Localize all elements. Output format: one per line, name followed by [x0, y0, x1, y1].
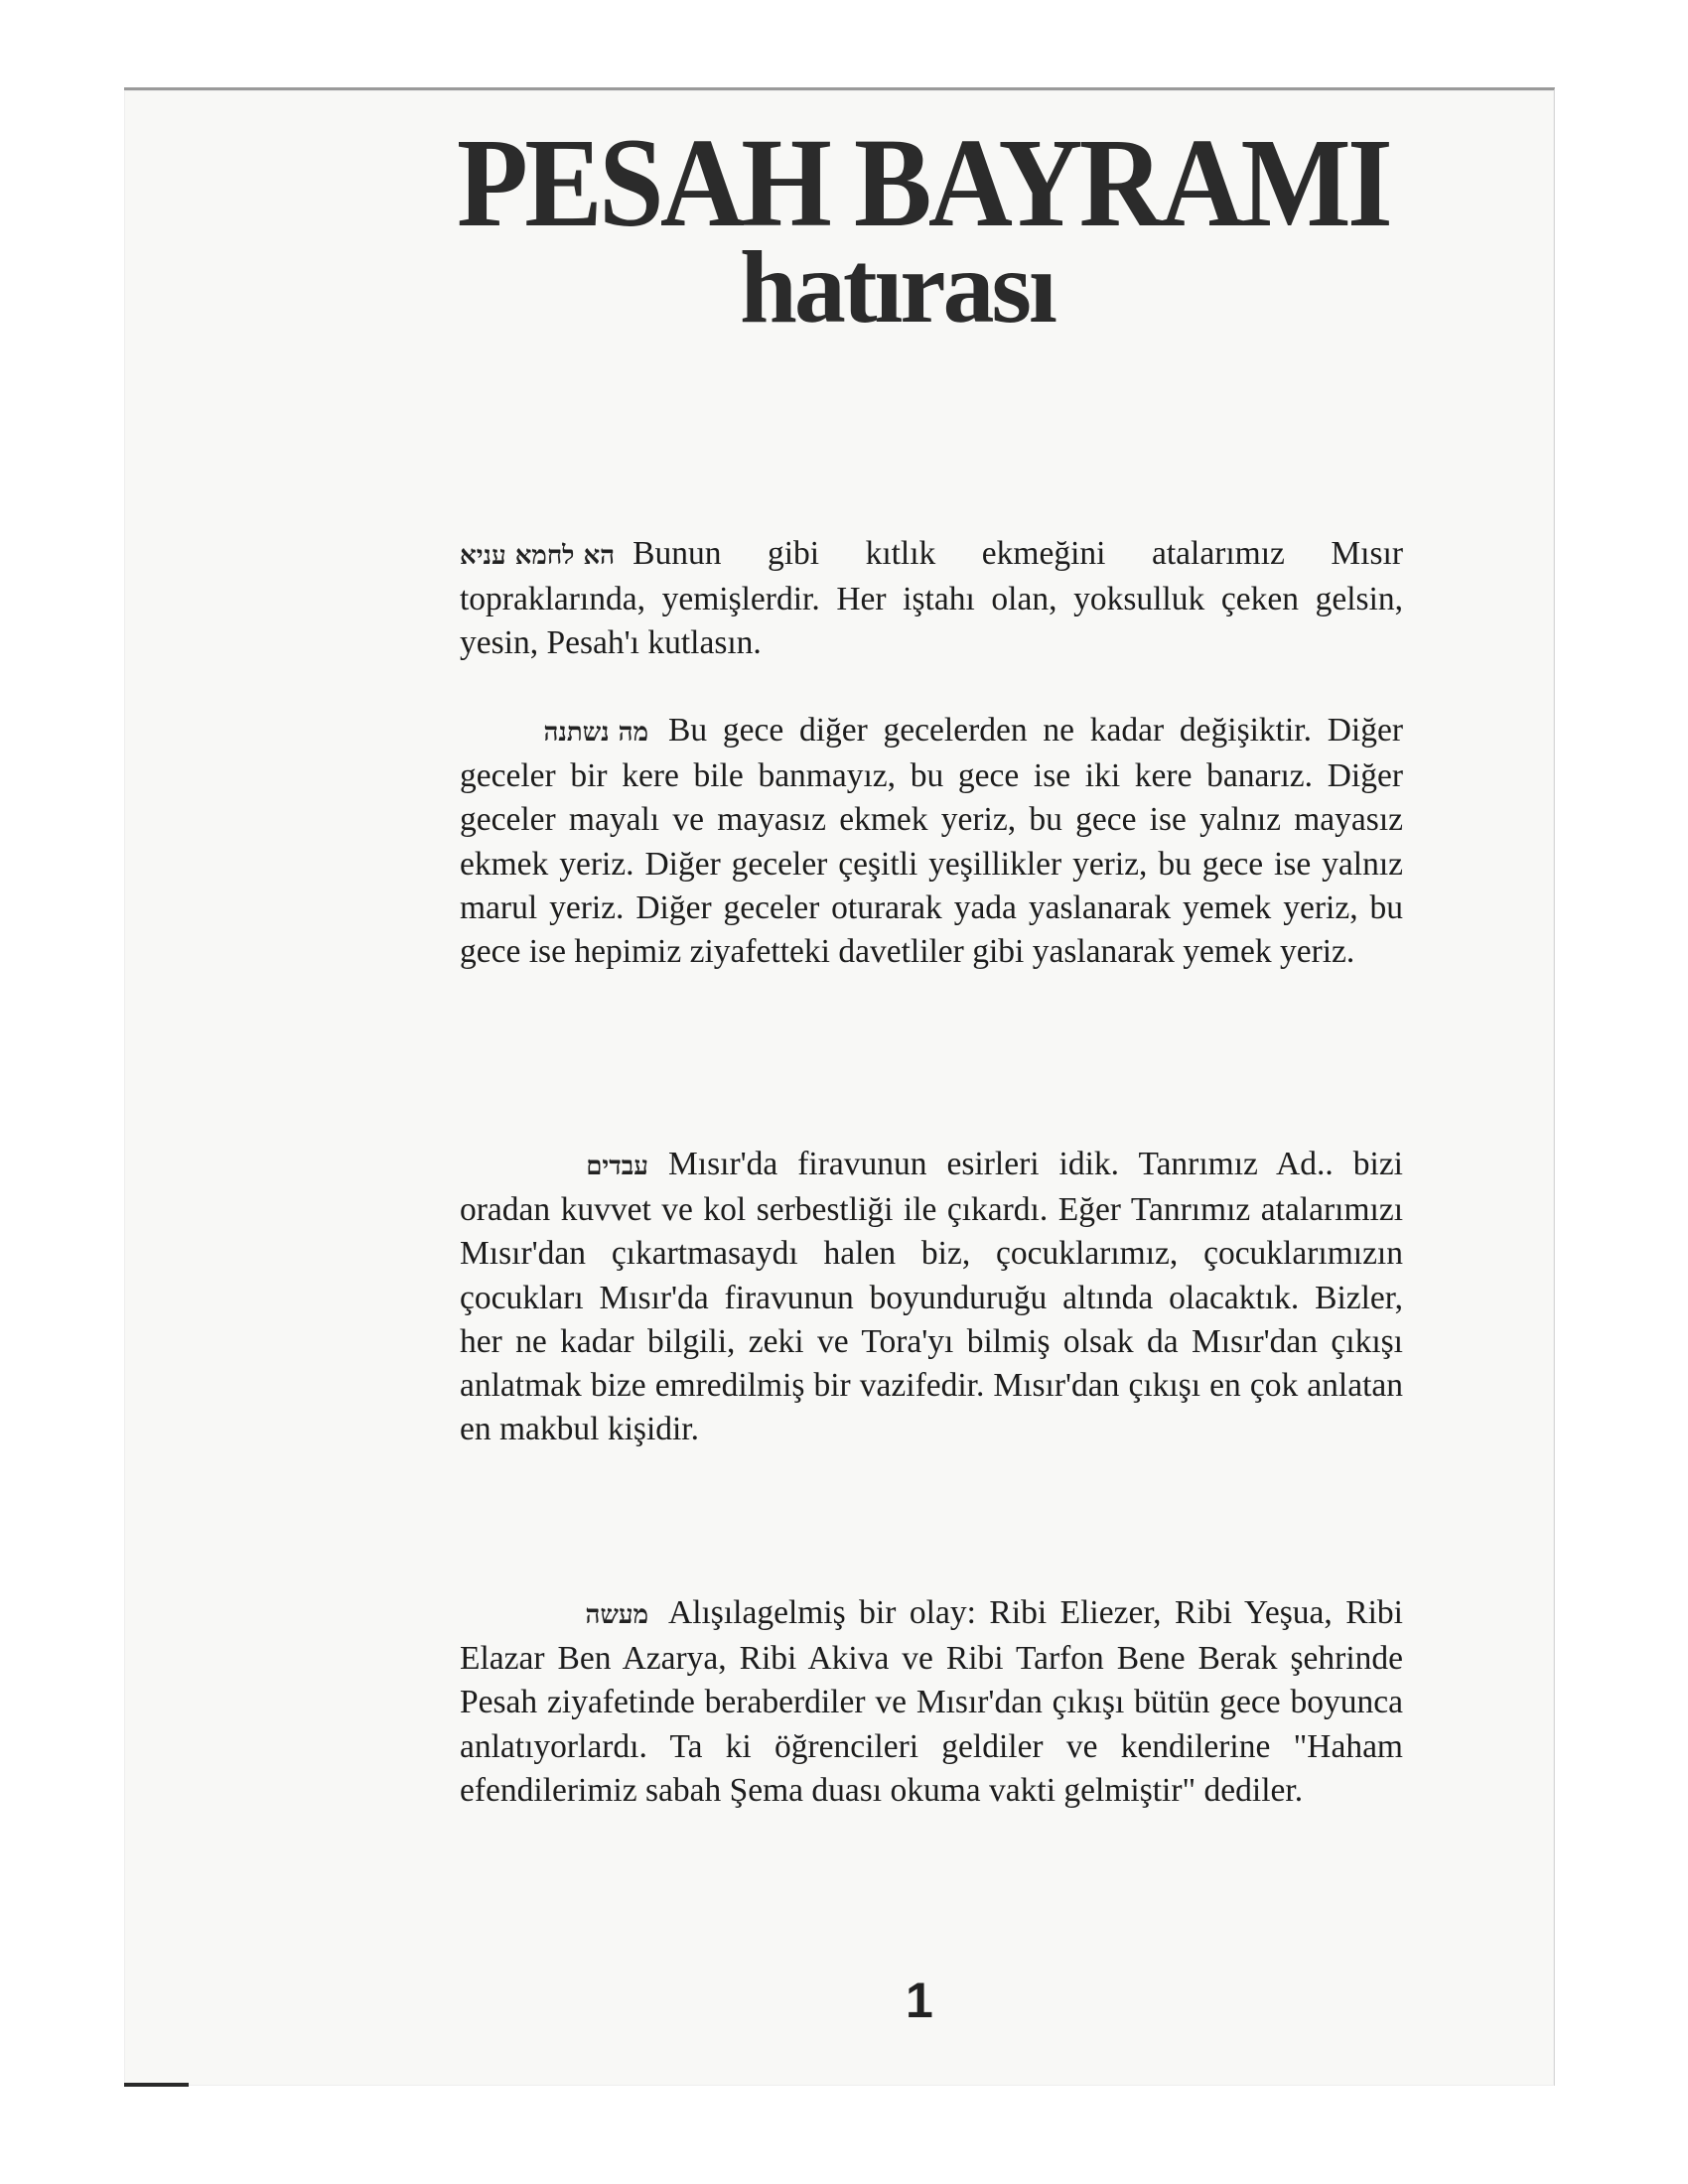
page-edge-mark — [124, 2083, 189, 2087]
section-maase — [460, 1591, 1403, 1813]
section-text: Bunun gibi kıtlık ekmeğini atalarımız Mısır topraklarında, yemişlerdir. Her iştahı olan, yoksulluk çeken gelsin, yesin, Pesah'ı kutlasın. — [460, 535, 1403, 662]
section-avadim — [460, 1143, 1403, 1451]
hebrew-heading: מה נשתנה — [543, 718, 648, 748]
section-text: Bu gece diğer gecelerden ne kadar değişiktir. Diğer geceler bir kere bile banmayız, bu gece ise iki kere banarız. Diğer geceler mayalı ve mayasız ekmek yeriz, bu gece ise yalnız mayasız ekmek yeriz. Diğer geceler çeşitli yeşillikler yeriz, bu gece ise yalnız marul yeriz. Diğer geceler oturarak yada yaslanarak yemek yeriz, bu gece ise hepimiz ziyafetteki davetliler gibi yaslanarak yemek yeriz. — [460, 712, 1403, 971]
section-text: Mısır'da firavunun esirleri idik. Tanrımız Ad.. bizi oradan kuvvet ve kol serbestliği ile çıkardı. Eğer Tanrımız atalarımızı Mısır'dan çıkartmasaydı halen biz, çocuklarımız, çocuklarımızın çocukları Mısır'da firavunun boyunduruğu altında olacaktık. Bizler, her ne kadar bilgili, zeki ve Tora'yı bilmiş olsak da Mısır'dan çıkışı anlatmak bize emredilmiş bir vazifedir. Mısır'dan çıkışı en çok anlatan en makbul kişidir. — [460, 1146, 1403, 1448]
section-ma-nishtana — [460, 709, 1403, 974]
hebrew-heading: עבדים — [586, 1152, 648, 1181]
page-number: 1 — [906, 1973, 933, 2028]
hebrew-heading: מעשה — [585, 1600, 648, 1630]
section-ha-lachma-anya — [460, 532, 1403, 666]
section-text: Alışılagelmiş bir olay: Ribi Eliezer, Ribi Yeşua, Ribi Elazar Ben Azarya, Ribi Akiva ve Ribi Tarfon Bene Berak şehrinde Pesah ziyafetinde beraberdiler ve Mısır'dan çıkışı bütün gece boyunca anlatıyorlardı. Ta ki öğrencileri geldiler ve kendilerine "Haham efendilerimiz sabah Şema duası okuma vakti gelmiştir" dediler. — [460, 1594, 1403, 1809]
hebrew-heading: הא לחמא עניא — [460, 541, 616, 571]
page-subtitle: hatırası — [740, 230, 1055, 344]
page-title: PESAH BAYRAMI — [457, 112, 1390, 253]
